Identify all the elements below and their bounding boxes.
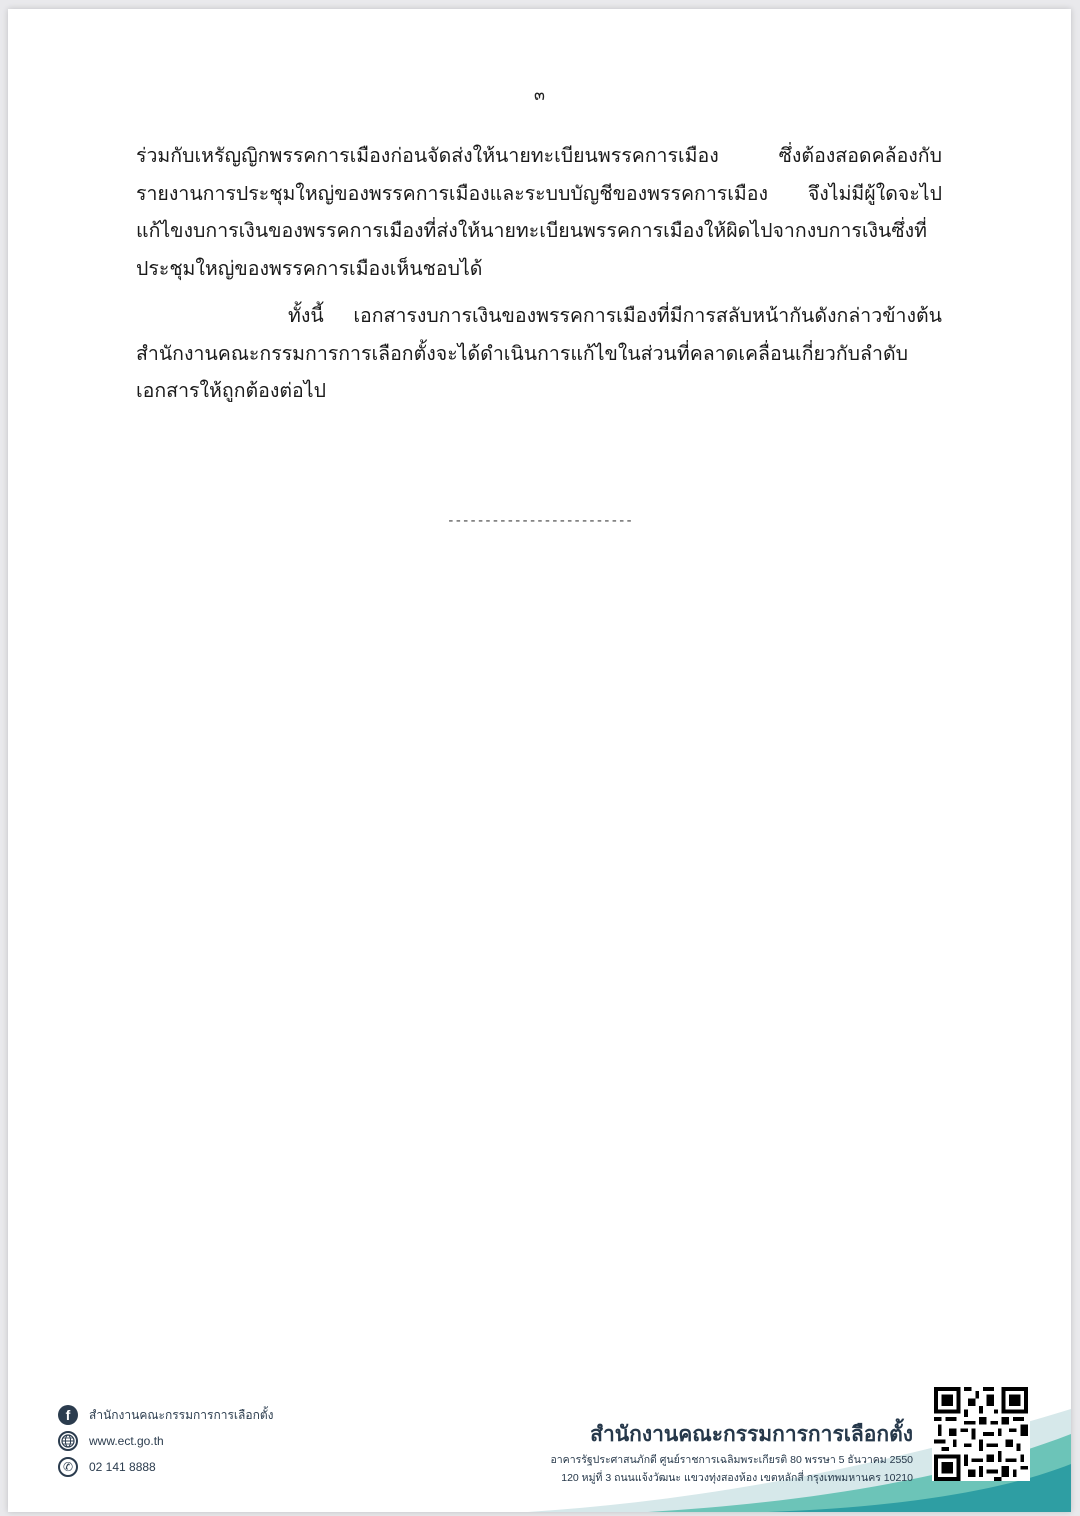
contact-facebook-label: สำนักงานคณะกรรมการการเลือกตั้ง (89, 1407, 274, 1422)
document-body (136, 137, 942, 410)
organization-name: สำนักงานคณะกรรมการการเลือกตั้ง (590, 1423, 913, 1446)
paragraph-1: ร่วมกับเหรัญญิกพรรคการเมืองก่อนจัดส่งให้นายทะเบียนพรรคการเมือง ซึ่งต้องสอดคล้องกับรายงานการประชุมใหญ่ของพรรคการเมืองและระบบบัญชีของพรรคการเมือง จึงไม่มีผู้ใดจะไปแก้ไขงบการเงินของพรรคการเมืองที่ส่งให้นายทะเบียนพรรคการเมืองให้ผิดไปจากงบการเงินซึ่งที่ประชุมใหญ่ของพรรคการเมืองเห็นชอบได้ (136, 144, 942, 280)
page-number: ๓ (534, 85, 545, 104)
facebook-icon: f (58, 1405, 78, 1425)
contact-list (58, 1402, 273, 1480)
contact-facebook[interactable] (58, 1402, 273, 1428)
contact-website[interactable] (58, 1428, 273, 1454)
paragraph-2: ทั้งนี้ เอกสารงบการเงินของพรรคการเมืองที่มีการสลับหน้ากันดังกล่าวข้างต้น สำนักงานคณะกรรมการการเลือกตั้งจะได้ดำเนินการแก้ไขในส่วนที่คลาดเคลื่อนเกี่ยวกับลำดับเอกสารให้ถูกต้องต่อไป (136, 304, 942, 402)
organization-block (550, 1418, 913, 1487)
address-line-2: 120 หมู่ที่ 3 ถนนแจ้งวัฒนะ แขวงทุ่งสองห้อง เขตหลักสี่ กรุงเทพมหานคร 10210 (561, 1472, 913, 1484)
address-line-1: อาคารรัฐประศาสนภักดี ศูนย์ราชการเฉลิมพระเกียรติ 80 พรรษา 5 ธันวาคม 2550 (550, 1454, 913, 1466)
end-separator: ------------------------- (446, 513, 633, 529)
contact-phone-label: 02 141 8888 (89, 1460, 156, 1474)
globe-icon (58, 1431, 78, 1451)
document-page (8, 9, 1071, 1512)
qr-code-icon[interactable] (932, 1387, 1030, 1481)
contact-website-label: www.ect.go.th (89, 1434, 164, 1448)
phone-icon: ✆ (58, 1457, 78, 1477)
contact-phone[interactable] (58, 1454, 273, 1480)
